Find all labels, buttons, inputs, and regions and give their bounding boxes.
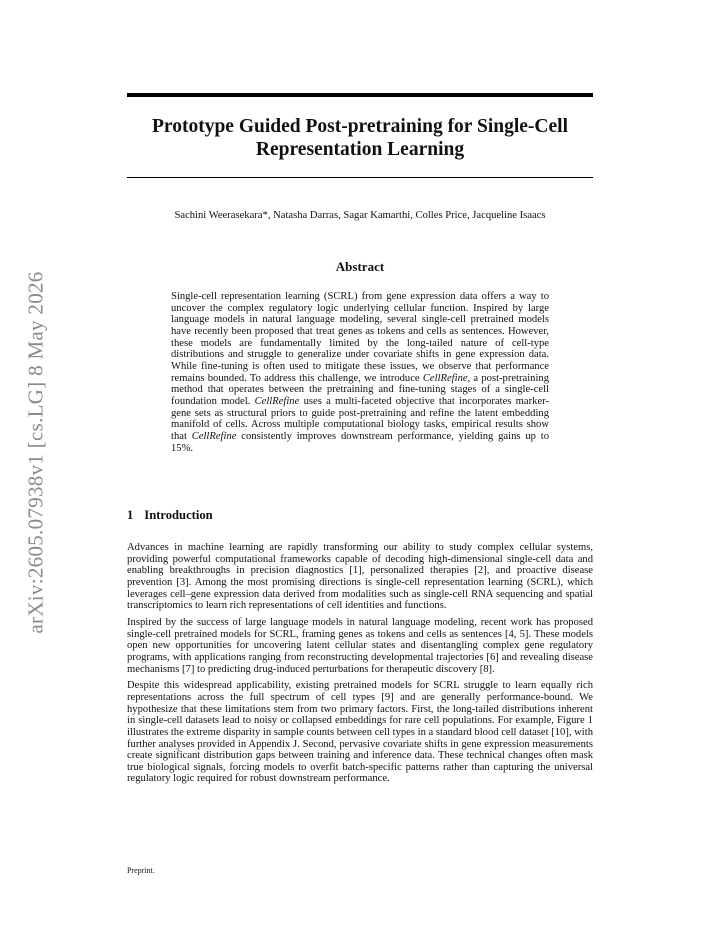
introduction-body	[127, 542, 593, 790]
title-bottom-rule	[127, 177, 593, 178]
abstract-part-1: Single-cell representation learning (SCRL) from gene expression data offers a way to uncover the complex regulatory logic underlying cellular function. Inspired by large language models in natural language modeling, several single-cell pretrained models have recently been proposed that treat genes as tokens and cells as sentences. However, these models are fundamentally limited by the long-tailed nature of cell-type distributions and struggle to generalize under covariate shifts in gene expression data. While fine-tuning is often used to mitigate these issues, we observe that performance remains bounded. To address this challenge, we introduce	[171, 291, 549, 384]
arxiv-identifier	[22, 262, 50, 642]
method-name: CellRefine	[191, 430, 237, 442]
paper-title	[127, 115, 593, 161]
title-top-rule	[127, 93, 593, 97]
abstract-part-4: consistently improves downstream performance, yielding gains up to 15%.	[171, 430, 549, 454]
section-title: Introduction	[144, 508, 213, 522]
paragraph: Despite this widespread applicability, existing pretrained models for SCRL struggle to learn equally rich representations across the full spectrum of cell types [9] and are generally performance-bound. We hypothesize that these limitations stem from two primary factors. First, the long-tailed distributions inherent in single-cell datasets lead to noisy or collapsed embeddings for rare cell populations. For example, Figure 1 illustrates the extreme disparity in sample counts between cell types in a standard blood cell dataset [10], with further analyses provided in Appendix J. Second, pervasive covariate shifts in gene expression measurements create significant distribution gaps between training and inference data. These technical changes often mask true biological signals, forcing models to overfit batch-specific patterns rather than capturing the universal regulatory logic required for robust downstream performance.	[127, 680, 593, 785]
paper-title-line-1: Prototype Guided Post-pretraining for Single-Cell	[152, 116, 568, 137]
section-number: 1	[127, 508, 134, 522]
paragraph: Inspired by the success of large language models in natural language modeling, recent work has proposed single-cell pretrained models for SCRL, framing genes as tokens and cells as sentences [4, 5]. These models open new opportunities for uncovering latent cellular states and disentangling complex gene regulatory programs, with applications ranging from reconstructing developmental trajectories [6] and revealing disease mechanisms [7] to predicting drug-induced perturbations for therapeutic discovery [8].	[127, 616, 593, 675]
abstract-part-2: , a post-pretraining method that operates between the pretraining and fine-tuning stages of a single-cell foundation model.	[171, 372, 550, 407]
abstract-text	[171, 291, 549, 454]
arxiv-identifier-text: arXiv:2605.07938v1 [cs.LG] 8 May 2026	[23, 270, 48, 634]
author-list: Sachini Weerasekara*, Natasha Darras, Sagar Kamarthi, Colles Price, Jacqueline Isaacs	[174, 210, 546, 221]
method-name: CellRefine	[422, 372, 468, 384]
abstract-part-3: uses a multi-faceted objective that incorporates marker-gene sets as structural priors to guide post-pretraining and refine the latent embedding manifold of cells. Across multiple computational biology tasks, empirical results show that	[171, 395, 549, 442]
paragraph: Advances in machine learning are rapidly transforming our ability to study complex cellular systems, providing powerful computational frameworks capable of decoding high-dimensional single-cell data and enabling breakthroughs in precision diagnostics [1], personalized therapies [2], and proactive disease prevention [3]. Among the most promising directions is single-cell representation learning (SCRL), which leverages cell–gene expression data derived from modalities such as single-cell RNA sequencing and spatial transcriptomics to learn rich representations of cell identities and functions.	[127, 542, 593, 612]
method-name: CellRefine	[254, 395, 300, 407]
abstract-heading: Abstract	[335, 259, 385, 274]
preprint-footer: Preprint.	[127, 866, 155, 875]
paper-title-line-2: Representation Learning	[255, 139, 465, 160]
section-heading	[127, 508, 213, 523]
